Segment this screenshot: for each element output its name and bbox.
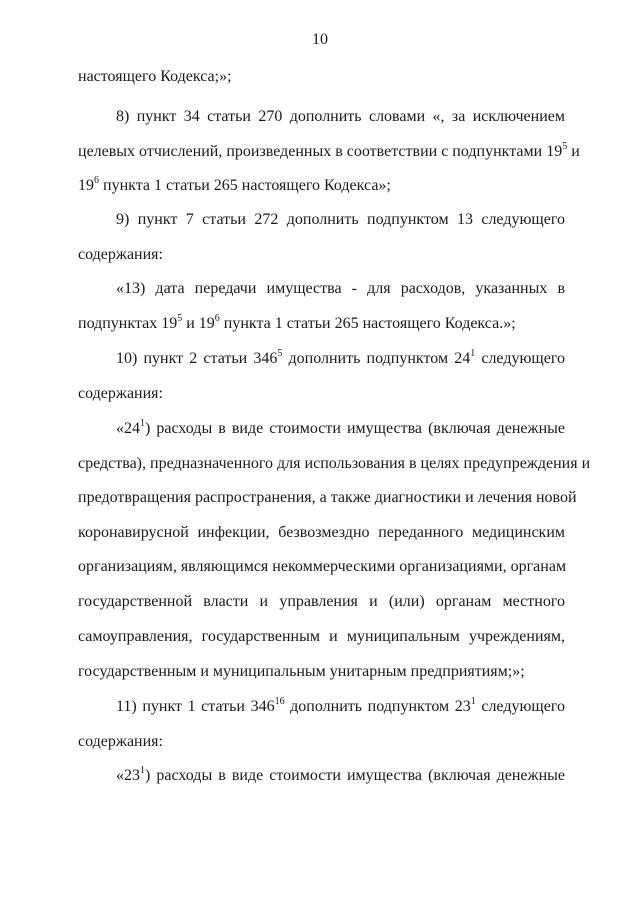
text-line bbox=[78, 556, 565, 578]
text-line bbox=[78, 661, 565, 683]
line-text: 10) пункт 2 статьи 346 bbox=[116, 350, 278, 367]
line-text: «23 bbox=[116, 767, 140, 784]
superscript: 1 bbox=[140, 418, 145, 429]
text-line bbox=[78, 383, 565, 405]
line-text: 8) пункт 34 статьи 270 дополнить словами «, за исключением bbox=[116, 108, 565, 125]
line-text: 11) пункт 1 статьи 346 bbox=[116, 698, 275, 715]
line-text: следующего bbox=[475, 350, 565, 367]
text-line bbox=[78, 626, 565, 648]
line-text: «24 bbox=[116, 420, 140, 437]
text-line bbox=[116, 418, 565, 440]
text-line bbox=[116, 696, 565, 718]
text-line bbox=[78, 141, 580, 163]
line-text: «13) дата передачи имущества - для расходов, указанных в bbox=[116, 280, 565, 297]
line-text: и 19 bbox=[182, 315, 215, 332]
superscript: 5 bbox=[277, 348, 283, 359]
line-text: 9) пункт 7 статьи 272 дополнить подпунктом 13 следующего bbox=[116, 211, 565, 228]
superscript: 1 bbox=[140, 765, 145, 776]
text-line bbox=[78, 175, 565, 197]
superscript: 5 bbox=[562, 141, 568, 152]
line-text: 19 bbox=[78, 177, 94, 194]
text-line bbox=[116, 209, 565, 231]
text-line bbox=[78, 66, 565, 88]
line-text: содержания: bbox=[78, 385, 163, 402]
superscript: 5 bbox=[177, 313, 183, 324]
superscript: 1 bbox=[470, 348, 476, 359]
line-text: содержания: bbox=[78, 733, 163, 750]
line-text: пункта 1 статьи 265 настоящего Кодекса.»; bbox=[219, 315, 516, 332]
line-text: предотвращения распространения, а также диагностики и лечения новой bbox=[78, 489, 577, 506]
text-line bbox=[116, 106, 565, 128]
line-text: дополнить подпунктом 23 bbox=[284, 698, 471, 715]
text-line bbox=[78, 591, 565, 613]
text-line bbox=[116, 348, 565, 370]
line-text: ) расходы в виде стоимости имущества (включая денежные bbox=[145, 767, 565, 784]
text-line bbox=[116, 278, 565, 300]
line-text: и bbox=[567, 143, 580, 160]
line-text: государственным и муниципальным унитарным предприятиям;»; bbox=[78, 663, 525, 680]
page-number: 10 bbox=[312, 31, 328, 48]
line-text: настоящего Кодекса;»; bbox=[78, 68, 232, 85]
line-text: самоуправления, государственным и муниципальным учреждениям, bbox=[78, 628, 565, 645]
line-text: следующего bbox=[475, 698, 566, 715]
text-line bbox=[78, 313, 565, 335]
superscript: 6 bbox=[214, 313, 220, 324]
text-line bbox=[78, 487, 577, 509]
line-text: целевых отчислений, произведенных в соответствии с подпунктами 19 bbox=[78, 143, 563, 160]
superscript: 16 bbox=[274, 696, 285, 707]
line-text: содержания: bbox=[78, 246, 163, 263]
line-text: пункта 1 статьи 265 настоящего Кодекса»; bbox=[99, 177, 391, 194]
line-text: государственной власти и управления и (или) органам местного bbox=[78, 593, 565, 610]
text-line bbox=[78, 731, 565, 753]
superscript: 1 bbox=[470, 696, 476, 707]
line-text: организациям, являющимся некоммерческими организациями, органам bbox=[78, 558, 567, 575]
line-text: коронавирусной инфекции, безвозмездно переданного медицинским bbox=[78, 524, 565, 541]
line-text: дополнить подпунктом 24 bbox=[282, 350, 471, 367]
line-text: подпунктах 19 bbox=[78, 315, 178, 332]
text-line bbox=[78, 453, 591, 475]
line-text: средства), предназначенного для использования в целях предупреждения и bbox=[78, 455, 591, 472]
text-line bbox=[78, 244, 565, 266]
line-text: ) расходы в виде стоимости имущества (включая денежные bbox=[145, 420, 565, 437]
text-line bbox=[78, 522, 565, 544]
superscript: 6 bbox=[94, 175, 99, 186]
text-line bbox=[116, 765, 565, 787]
